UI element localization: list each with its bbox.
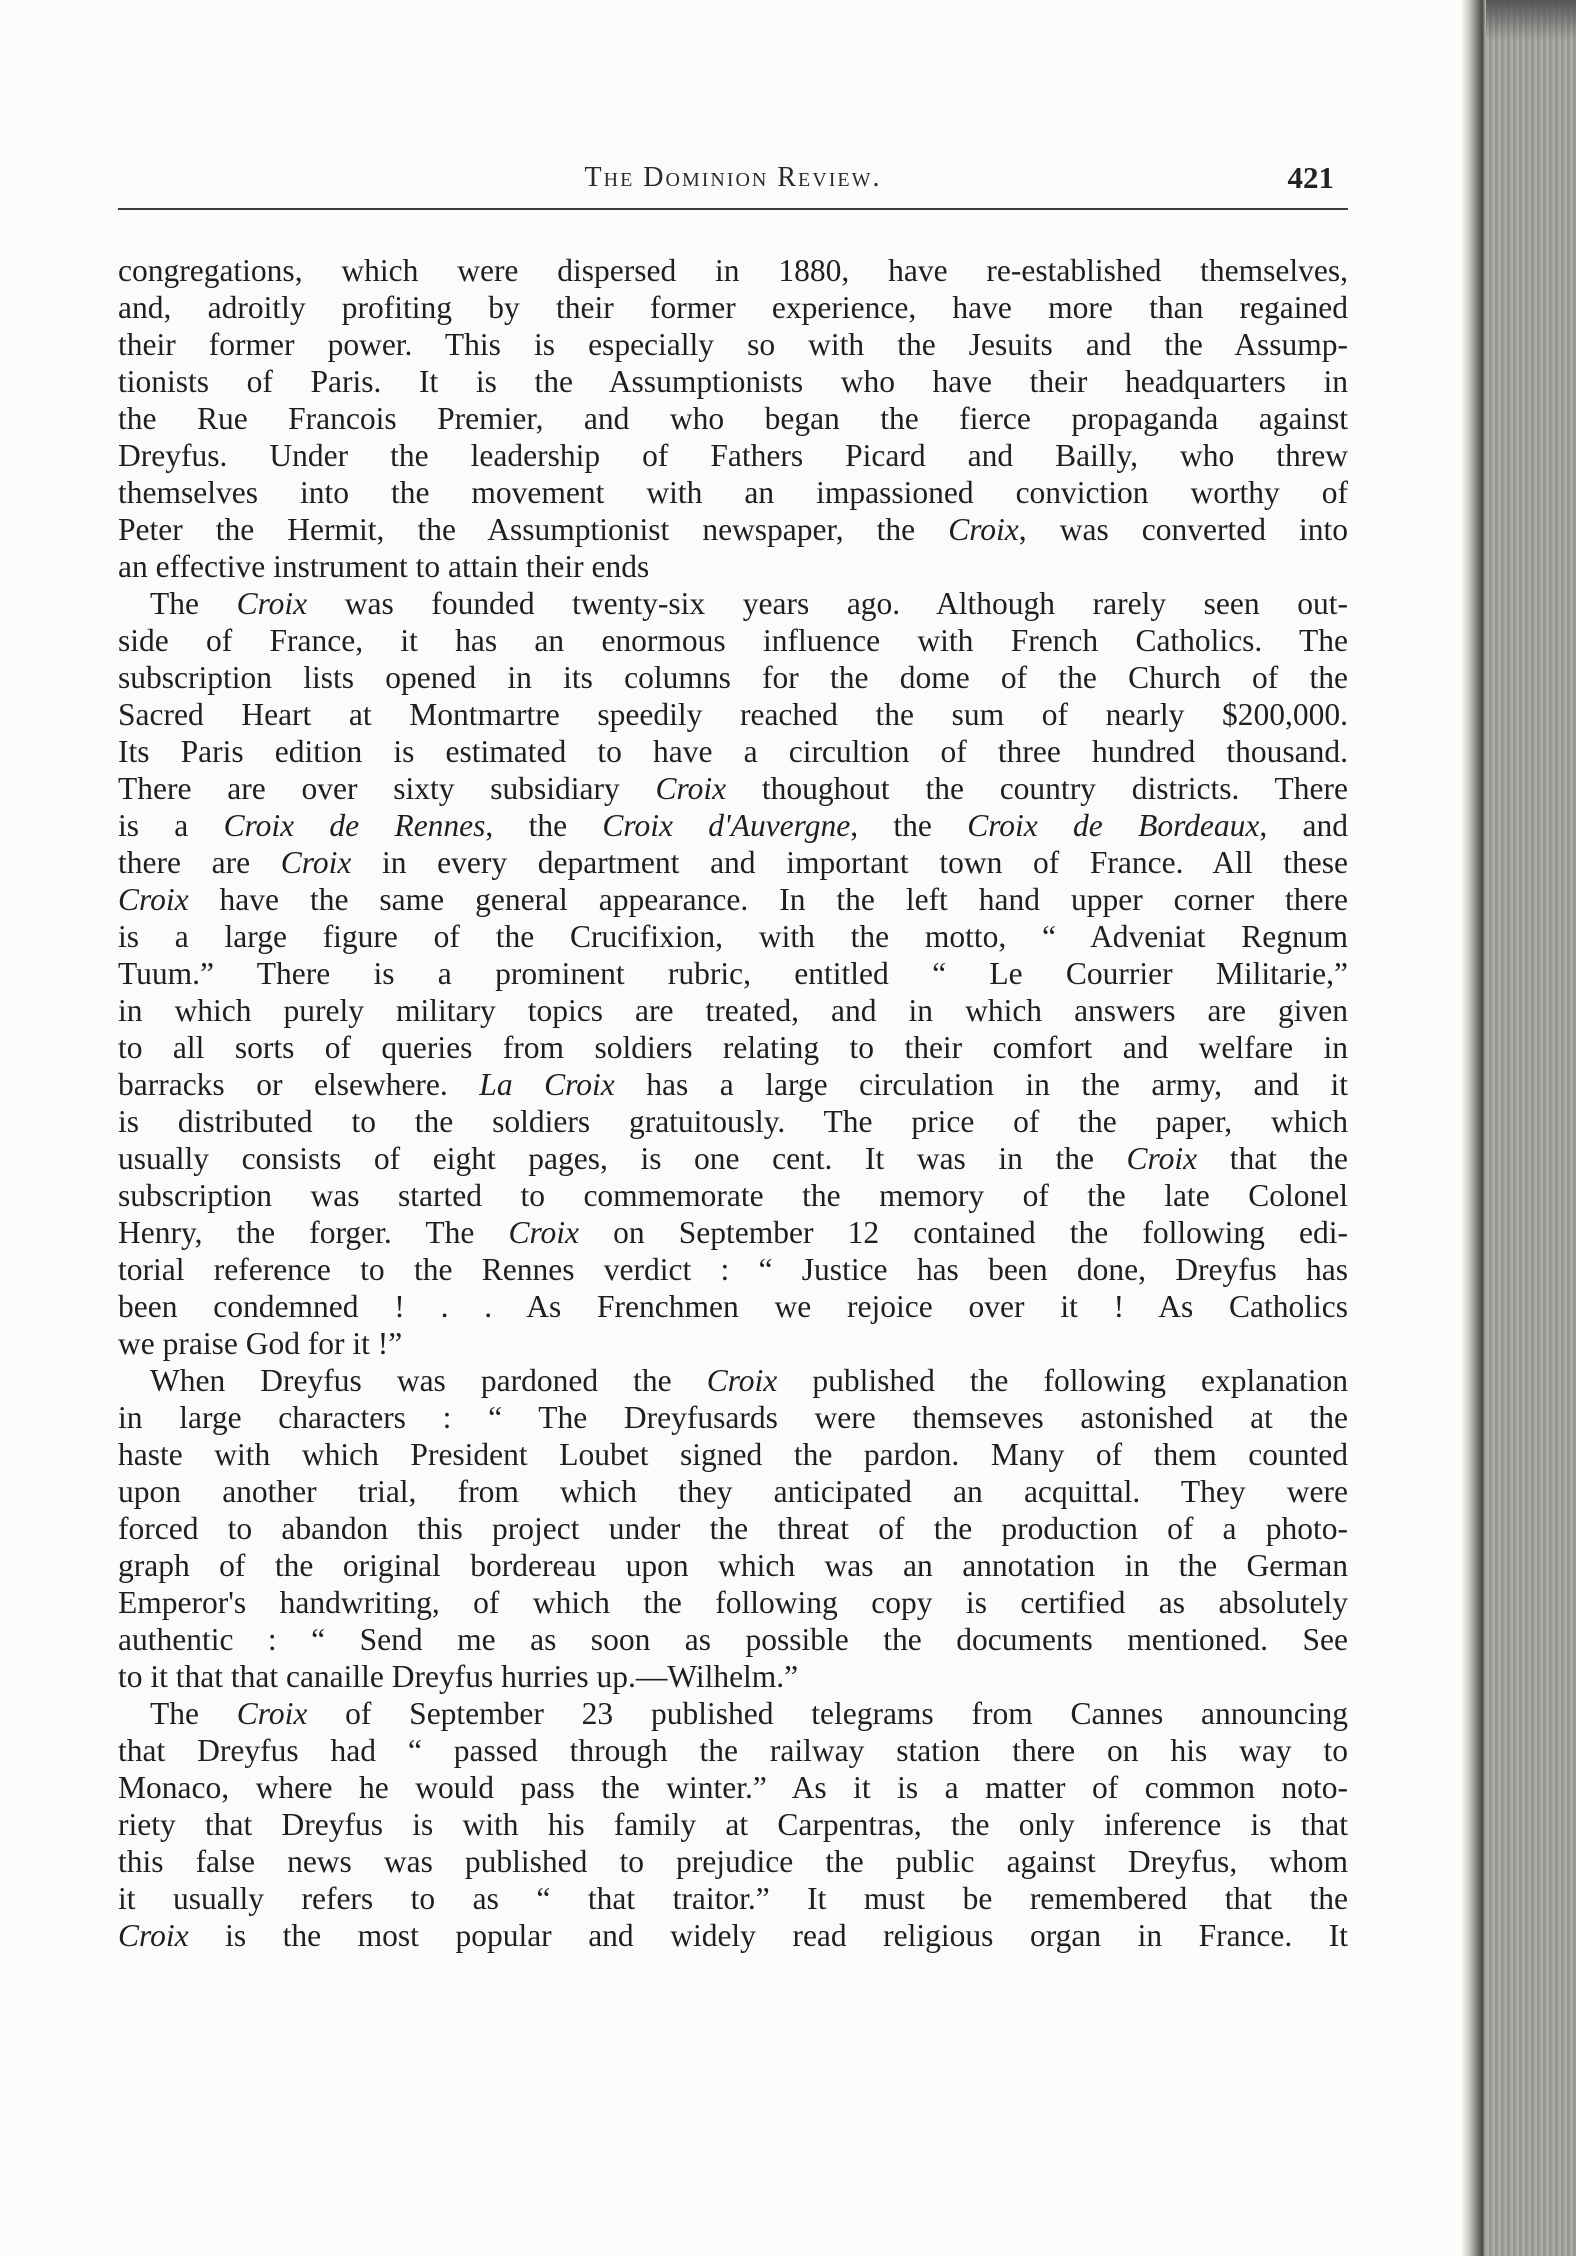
text-segment: is distributed to the soldiers gratuitously. The price of the paper, which [118,1104,1348,1139]
text-line [118,1658,1348,1695]
text-line [118,696,1348,733]
italic-text: Croix [236,1696,308,1731]
text-segment: we praise God for it !” [118,1326,403,1361]
text-line [118,1362,1348,1399]
running-header [118,160,1348,204]
text-segment: congregations, which were dispersed in 1880, have re-established themselves, [118,253,1348,288]
text-segment: Its Paris edition is estimated to have a circultion of three hundred thousand. [118,734,1348,769]
text-segment: , the [850,808,968,843]
text-line [118,1584,1348,1621]
text-line [118,1806,1348,1843]
text-line [118,1399,1348,1436]
text-line [118,1140,1348,1177]
text-segment: published the following explanation [777,1363,1348,1398]
page-edge-shadow [1462,0,1486,2256]
text-line [118,955,1348,992]
text-line [118,326,1348,363]
text-line [118,400,1348,437]
text-segment: subscription was started to commemorate the memory of the late Colonel [118,1178,1348,1213]
text-segment: side of France, it has an enormous influence with French Catholics. The [118,623,1348,658]
text-segment: been condemned ! . . As Frenchmen we rejoice over it ! As Catholics [118,1289,1348,1324]
text-segment: Peter the Hermit, the Assumptionist newspaper, the [118,512,949,547]
italic-text: Croix [118,1918,189,1953]
italic-text: Croix [508,1215,580,1250]
italic-text: Croix d'Auvergne [602,808,851,843]
text-line [118,511,1348,548]
text-line [118,1214,1348,1251]
text-segment: this false news was published to prejudice the public against Dreyfus, whom [118,1844,1348,1879]
text-line [118,1029,1348,1066]
text-segment: Emperor's handwriting, of which the following copy is certified as absolutely [118,1585,1348,1620]
text-line [118,1621,1348,1658]
text-segment: tionists of Paris. It is the Assumptionists who have their headquarters in [118,364,1348,399]
text-segment: there are [118,845,281,880]
text-line [118,622,1348,659]
italic-text: Croix [236,586,308,621]
body-text [118,252,1348,1954]
text-segment: was founded twenty-six years ago. Although rarely seen out- [307,586,1348,621]
italic-text: Croix [280,845,352,880]
text-line [118,1436,1348,1473]
text-line [118,770,1348,807]
text-line [118,659,1348,696]
text-line [118,289,1348,326]
text-segment: riety that Dreyfus is with his family at Carpentras, the only inference is that [118,1807,1348,1842]
text-line [118,1325,1348,1362]
text-line [118,363,1348,400]
header-rule [118,208,1348,210]
text-segment: have the same general appearance. In the left hand upper corner there [188,882,1348,917]
text-line [118,918,1348,955]
edge-shadow [1486,0,1576,40]
text-line [118,1695,1348,1732]
text-segment: , the [485,808,603,843]
italic-text: Croix [118,882,189,917]
italic-text: Croix [655,771,727,806]
text-line [118,844,1348,881]
text-segment: , was converted into [1018,512,1348,547]
italic-text: La Croix [479,1067,615,1102]
text-segment: upon another trial, from which they anticipated an acquittal. They were [118,1474,1348,1509]
page-number: 421 [1287,160,1334,195]
text-segment: usually consists of eight pages, is one cent. It was in the [118,1141,1127,1176]
text-segment: Monaco, where he would pass the winter.” As it is a matter of common noto- [118,1770,1348,1805]
text-segment: of September 23 published telegrams from Cannes announcing [307,1696,1348,1731]
text-line [118,1103,1348,1140]
text-segment: is the most popular and widely read religious organ in France. It [188,1918,1348,1953]
text-segment: The [150,1696,237,1731]
text-line [118,1288,1348,1325]
text-line [118,1843,1348,1880]
text-segment: torial reference to the Rennes verdict : “ Justice has been done, Dreyfus has [118,1252,1348,1287]
text-segment: to it that that canaille Dreyfus hurries up.—Wilhelm.” [118,1659,799,1694]
text-segment: in which purely military topics are treated, and in which answers are given [118,993,1348,1028]
text-line [118,585,1348,622]
text-segment: on September 12 contained the following edi- [579,1215,1348,1250]
text-segment: When Dreyfus was pardoned the [150,1363,707,1398]
text-line [118,881,1348,918]
text-segment: in large characters : “ The Dreyfusards were themseves astonished at the [118,1400,1348,1435]
text-segment: to all sorts of queries from soldiers relating to their comfort and welfare in [118,1030,1348,1065]
text-line [118,1880,1348,1917]
text-segment: graph of the original bordereau upon which was an annotation in the German [118,1548,1348,1583]
text-segment: Tuum.” There is a prominent rubric, entitled “ Le Courrier Militarie,” [118,956,1348,991]
text-line [118,437,1348,474]
text-segment: that Dreyfus had “ passed through the railway station there on his way to [118,1733,1348,1768]
text-segment: forced to abandon this project under the threat of the production of a photo- [118,1511,1348,1546]
italic-text: Croix de Bordeaux [967,808,1260,843]
text-segment: in every department and important town of France. All these [351,845,1349,880]
text-segment: is a [118,808,224,843]
text-line [118,474,1348,511]
text-segment: subscription lists opened in its columns for the dome of the Church of the [118,660,1348,695]
book-edge [1486,0,1576,2256]
text-line [118,1917,1348,1954]
text-line [118,1510,1348,1547]
text-segment: and, adroitly profiting by their former experience, have more than regained [118,290,1348,325]
text-line [118,1177,1348,1214]
text-line [118,1066,1348,1103]
text-segment: has a large circulation in the army, and it [614,1067,1348,1102]
text-segment: haste with which President Loubet signed the pardon. Many of them counted [118,1437,1348,1472]
text-line [118,548,1348,585]
text-line [118,733,1348,770]
text-segment: barracks or elsewhere. [118,1067,480,1102]
running-title: The Dominion Review. [584,162,882,193]
text-segment: themselves into the movement with an impassioned conviction worthy of [118,475,1348,510]
text-segment: The [150,586,237,621]
text-segment: authentic : “ Send me as soon as possible the documents mentioned. See [118,1622,1348,1657]
italic-text: Croix [706,1363,778,1398]
text-line [118,1547,1348,1584]
text-segment: thoughout the country districts. There [726,771,1348,806]
italic-text: Croix de Rennes [223,808,486,843]
text-segment: their former power. This is especially so with the Jesuits and the Assump- [118,327,1348,362]
text-line [118,1732,1348,1769]
text-line [118,992,1348,1029]
text-line [118,1769,1348,1806]
text-segment: is a large figure of the Crucifixion, with the motto, “ Adveniat Regnum [118,919,1348,954]
text-segment: There are over sixty subsidiary [118,771,656,806]
text-segment: an effective instrument to attain their ends [118,549,650,584]
text-segment: Sacred Heart at Montmartre speedily reached the sum of nearly $200,000. [118,697,1348,732]
text-line [118,807,1348,844]
text-segment: Henry, the forger. The [118,1215,509,1250]
text-segment: , and [1259,808,1349,843]
text-segment: the Rue Francois Premier, and who began the fierce propaganda against [118,401,1348,436]
text-segment: that the [1197,1141,1348,1176]
text-line [118,1473,1348,1510]
text-segment: Dreyfus. Under the leadership of Fathers Picard and Bailly, who threw [118,438,1348,473]
italic-text: Croix [948,512,1019,547]
text-line [118,1251,1348,1288]
italic-text: Croix [1126,1141,1198,1176]
text-line [118,252,1348,289]
text-segment: it usually refers to as “ that traitor.” It must be remembered that the [118,1881,1348,1916]
